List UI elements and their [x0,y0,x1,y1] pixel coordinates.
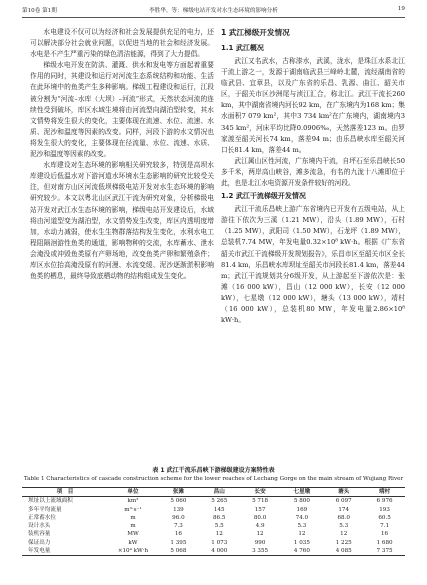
right-column [221,27,405,326]
table-cell: 12 [215,531,223,538]
table-cell: 174 [338,506,350,513]
table-cell: 157 [254,506,266,513]
header-rule [22,17,405,18]
paragraph: 武江干流乐昌峡上游广东省境内已开发有五级电站，从上游往下依次为三溪（1.21 MW），沿头（1.89 MW），石村（1.25 MW），武阳司（1.50 MW），石龙坪（1.89 MW），总装机7.74 MW，年发电量0.32×10⁸ kW·h。根据《广东省韶关市武江干流梯级开发规划报告》，乐昌市区至韶关市区全长81.4 km，乐昌峡水库坝址至韶关市河段长81.4 km，落差44 m；武江干流规划共分6级开发，从上游起至下游依次是：张滩（16 000 kW），昌山（12 000 kW），长安（12 000 kW），七星墩（12 000 kW），塘头（13 000 kW），靖村（16 000 kW），总装机80 MW，年发电量2.86×10⁸ kW·h。 [221,205,405,325]
table-cell: 设计水头 [28,523,51,530]
table-cell: ×10⁴ kW·h [117,548,149,555]
table-cell: 74.0 [295,514,309,521]
table-cell: 5 800 [293,498,310,505]
column-header: 七星墩 [293,489,311,495]
table-cell: 1 073 [211,539,228,546]
column-header: 塘头 [338,489,350,495]
table-cell: 96.0 [172,514,185,521]
table-cell: 坝址以上流域面积 [28,498,73,505]
column-header: 单位 [127,489,139,495]
subsection-title: 1.1 武江概况 [221,44,264,52]
data-table [22,487,405,556]
table-cell: 5.5 [214,523,224,530]
paragraph: 武江又名武水，古称溱水，武溪，泷水，是珠江水系北江干流上游之一，发源于湖南临武县三峰岭北麓，流经湖南省的临武县、宜章县，以及广东省的乐昌、乳源、曲江、韶关市区，于韶关市区沙洲尾与浈江汇合，称北江。武江干流长260 km，其中湖南省境内河长92 km，在广东境内为168 km；集水面积7 079 km²，其中3 734 km²在广东境内，湖南境内3 345 km²，河床平均比降0.0906‰，天然落差123 m。由罗家渡至韶关河长74 km，落差94 m；由乐昌峡水库至韶关河口长81.4 km，落差44 m。 [221,57,405,154]
table-cell: 80.0 [253,514,267,521]
table-row [22,530,405,538]
table-cell: kW [128,539,138,546]
table-cell: 86.5 [213,514,226,521]
table-cell: km² [127,498,139,505]
paragraph: 武江属山区性河流，广东境内干流，自坪石至乐昌峡长50多千米，两岸高山峡谷，滩多流急，有名的九泷十八滩即位于此，也是北江水电资源开发条件较好的河段。 [221,156,405,188]
table-caption-zh: 表 1 武江干流乐昌峡下游梯级建设方案特性表 [152,467,275,474]
table-row [22,547,405,556]
table-cell: 145 [213,506,225,513]
table-cell: 990 [254,539,266,546]
table-cell: 3 355 [252,548,269,555]
table-cell: 60.5 [378,514,391,521]
table-cell: 193 [379,506,390,513]
table-cell: 16 [381,531,389,538]
subsection-title: 1.2 武江干流梯级开发情况 [221,192,306,201]
table-cell: 5.3 [339,523,349,530]
table-row [22,539,405,547]
table-cell: MW [127,531,139,538]
table-row [22,514,405,522]
journal-issue: 第10卷 第1期 [22,8,57,14]
table-cell: m³·s⁻¹ [124,506,142,513]
table-cell: 5 265 [211,498,228,505]
table-cell: 5 718 [252,498,269,505]
table-cell: 保证出力 [28,539,51,546]
column-header: 项 目 [56,489,74,495]
table-row [22,506,405,514]
running-title: 李胜华，等：梯级电站开发对水生态环境的影响分析 [149,8,278,14]
table-cell: 12 [256,531,264,538]
table-cell: 1 395 [170,539,187,546]
table-cell: m [130,514,136,521]
table-cell: 68.0 [337,514,350,521]
table-cell: 正常蓄水位 [28,514,56,521]
column-header: 昌山 [213,489,225,495]
table-cell: 6 976 [376,498,393,505]
table-cell: 12 [298,531,306,538]
paragraph: 水库建设对生态环境的影响相关研究较多，特别是高坝水库建设后低温水对下游河道水环境水生态影响的研究比较受关注，但对南方山区河流低坝梯级电站开发对水生态环境的影响研究较少。本文以粤北山区武江干流为研究对象，分析梯级电站开发对武江水生态环境的影响，梯级电站开发建设后，水域将由河道型变为湖泊型，水文情势发生改变，库区内透明度增加，水动力减弱，使水生生物群落结构发生变化，水利水电工程阻隔洄游性鱼类的通道，影响物种的交流，水库蓄水、泄水会淹没或冲毁鱼类原有产卵场地，改变鱼类产卵和繁殖条件；库区水位抬高淹没原有的河漫、水流变缓、泥沙逐渐淤积影响鱼类的栖息，最终导致底栖动物的结构组成发生变化。 [30,161,214,281]
paragraph: 水电建设不仅可以为经济和社会发展提供充足的电力，还可以解决部分社会就业问题，以促进当地的社会和经济发展。水电是不产生严重污染的绿色清洁能源，得到了大力提倡。 [30,28,214,59]
table-cell: 多年平均流量 [28,506,62,513]
table-cell: 7.1 [380,523,390,530]
table-cell: 年发电量 [28,548,51,555]
table-cell: 169 [296,506,308,513]
table-caption-en: Table 1 Characteristics of cascade construction scheme for the lower reaches of Lechang Gorge on the main stream of Wujiang River [23,476,404,482]
paragraph: 梯级水电开发在防洪、灌溉、供水和发电等方面起着重要作用的同时，其建设和运行对河流生态系统结构和功能、生活在此环境中的鱼类产生多种影响。梯级工程建设和运行，江段被分割为“河流–水库（大坝）–河流”形式，天然状态河流的连续性受到破坏，库区水域生境将由河流型向湖泊型转变，其水文情势将发生很大的变化，主要体现在流速、水位、流速、水质、泥沙和温度等因素的改变。同样，河段下游的水文情况也将发生很大的变化，主要体现在径流量、水位、流速、水质、泥沙和温度等因素的改变。 [30,61,214,159]
section-title: 1 武江梯级开发情况 [221,28,290,37]
table-cell: m [130,523,136,530]
table-cell: 1 680 [376,539,393,546]
table-cell: 7.3 [173,523,183,530]
table-cell: 装机容量 [28,531,51,538]
column-header: 长安 [254,489,266,495]
table-row [22,497,405,506]
table-cell: 1 225 [335,539,352,546]
table-cell: 6 097 [335,498,352,505]
left-column [30,27,214,282]
table-header-row [22,488,405,497]
table-cell: 139 [173,506,184,513]
table-cell: 4.9 [255,523,265,530]
table-cell: 16 [174,531,182,538]
table-cell: 4 085 [335,548,352,555]
table-row [22,522,405,530]
page-number: 19 [397,6,405,12]
column-header: 靖村 [378,489,391,495]
table-cell: 12 [340,531,348,538]
table-cell: 7 375 [376,548,393,555]
table-cell: 4 760 [293,548,310,555]
table-cell: 4 000 [211,548,228,555]
table-cell: 5 060 [170,498,187,505]
table-cell: 5.3 [297,523,307,530]
table-cell: 5 068 [170,548,187,555]
table-cell: 1 035 [293,539,310,546]
table-caption [22,466,405,484]
column-header: 张滩 [172,489,185,495]
